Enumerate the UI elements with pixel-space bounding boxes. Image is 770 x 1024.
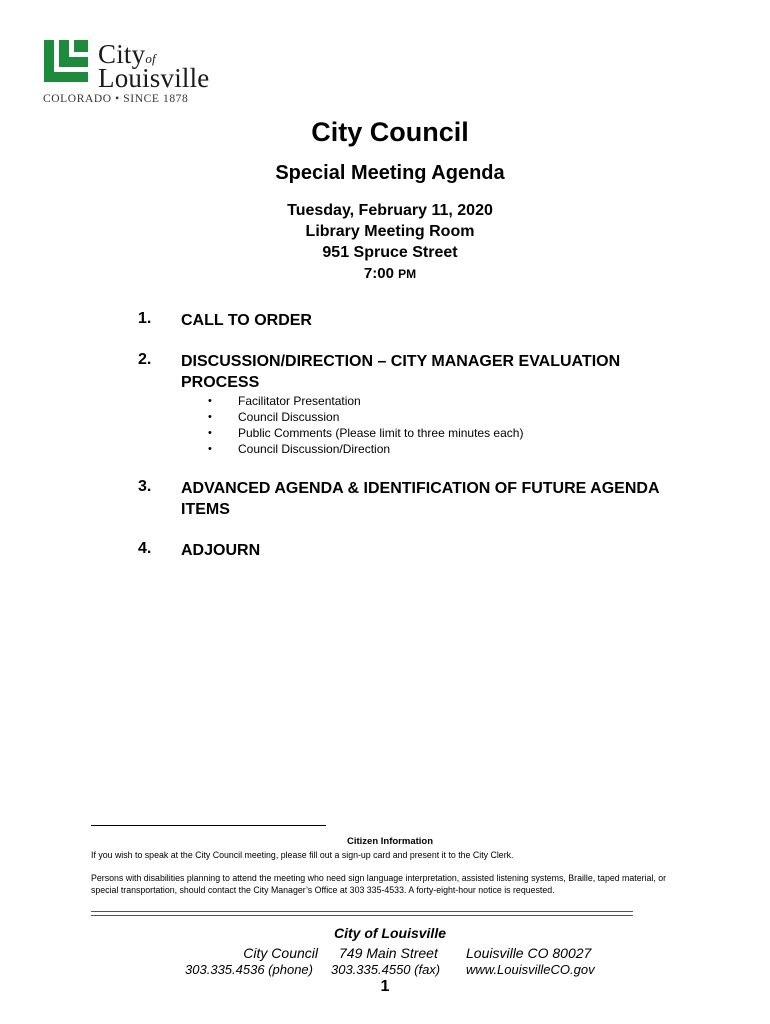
- meeting-header: [0, 112, 770, 285]
- agenda-item-2-bullets: [208, 393, 523, 457]
- agenda-item-number: 4.: [138, 540, 152, 557]
- footer-dept: City Council: [243, 945, 318, 961]
- meeting-location: Library Meeting Room: [305, 223, 475, 240]
- logo-city-text: Cityof: [98, 39, 156, 69]
- list-item: • Council Discussion: [208, 409, 523, 425]
- footnote-divider: [91, 825, 326, 826]
- citizen-info-disabilities: Persons with disabilities planning to attend the meeting who need sign language interpretation, assisted listening systems, Braille, taped material, or special transportation, should contact the City Manager’s Office at 303 335-4533. A forty-eight-hour notice is requested.: [91, 873, 667, 895]
- city-logo-mark-icon: [42, 38, 92, 84]
- list-item: • Public Comments (Please limit to three minutes each): [208, 425, 523, 441]
- city-logo: [42, 38, 242, 110]
- agenda-item-title: CALL TO ORDER: [181, 312, 312, 329]
- agenda-item-title: DISCUSSION/DIRECTION – CITY MANAGER EVALUATION PROCESS: [181, 353, 621, 391]
- footer-phone: 303.335.4536 (phone): [185, 962, 313, 977]
- agenda-item-title: ADJOURN: [181, 542, 261, 559]
- logo-tagline: COLORADO • SINCE 1878: [43, 93, 189, 105]
- footer-website[interactable]: www.LouisvilleCO.gov: [466, 962, 595, 977]
- footer-city-state: Louisville CO 80027: [466, 945, 592, 961]
- logo-louisville-text: Louisville: [98, 63, 210, 93]
- meeting-time: 7:00 PM: [363, 265, 417, 282]
- citizen-info-speak: If you wish to speak at the City Council meeting, please fill out a sign-up card and present it to the City Clerk.: [91, 850, 514, 860]
- agenda-item-number: 2.: [138, 351, 152, 368]
- meeting-address: 951 Spruce Street: [322, 244, 458, 261]
- list-item: • Council Discussion/Direction: [208, 441, 523, 457]
- page-title: City Council: [311, 117, 469, 147]
- agenda-item-number: 1.: [138, 310, 152, 327]
- meeting-date: Tuesday, February 11, 2020: [287, 202, 493, 219]
- agenda-item-title: ADVANCED AGENDA & IDENTIFICATION OF FUTURE AGENDA ITEMS: [181, 480, 659, 518]
- citizen-info-title: Citizen Information: [346, 836, 434, 847]
- list-item: • Facilitator Presentation: [208, 393, 523, 409]
- page-subtitle: Special Meeting Agenda: [275, 162, 505, 184]
- footer-divider: [91, 911, 633, 916]
- agenda-item-number: 3.: [138, 478, 152, 495]
- footer-org: City of Louisville: [333, 925, 446, 941]
- footer-fax: 303.335.4550 (fax): [331, 962, 441, 977]
- page-number: 1: [380, 978, 390, 995]
- footer-street: 749 Main Street: [339, 945, 438, 961]
